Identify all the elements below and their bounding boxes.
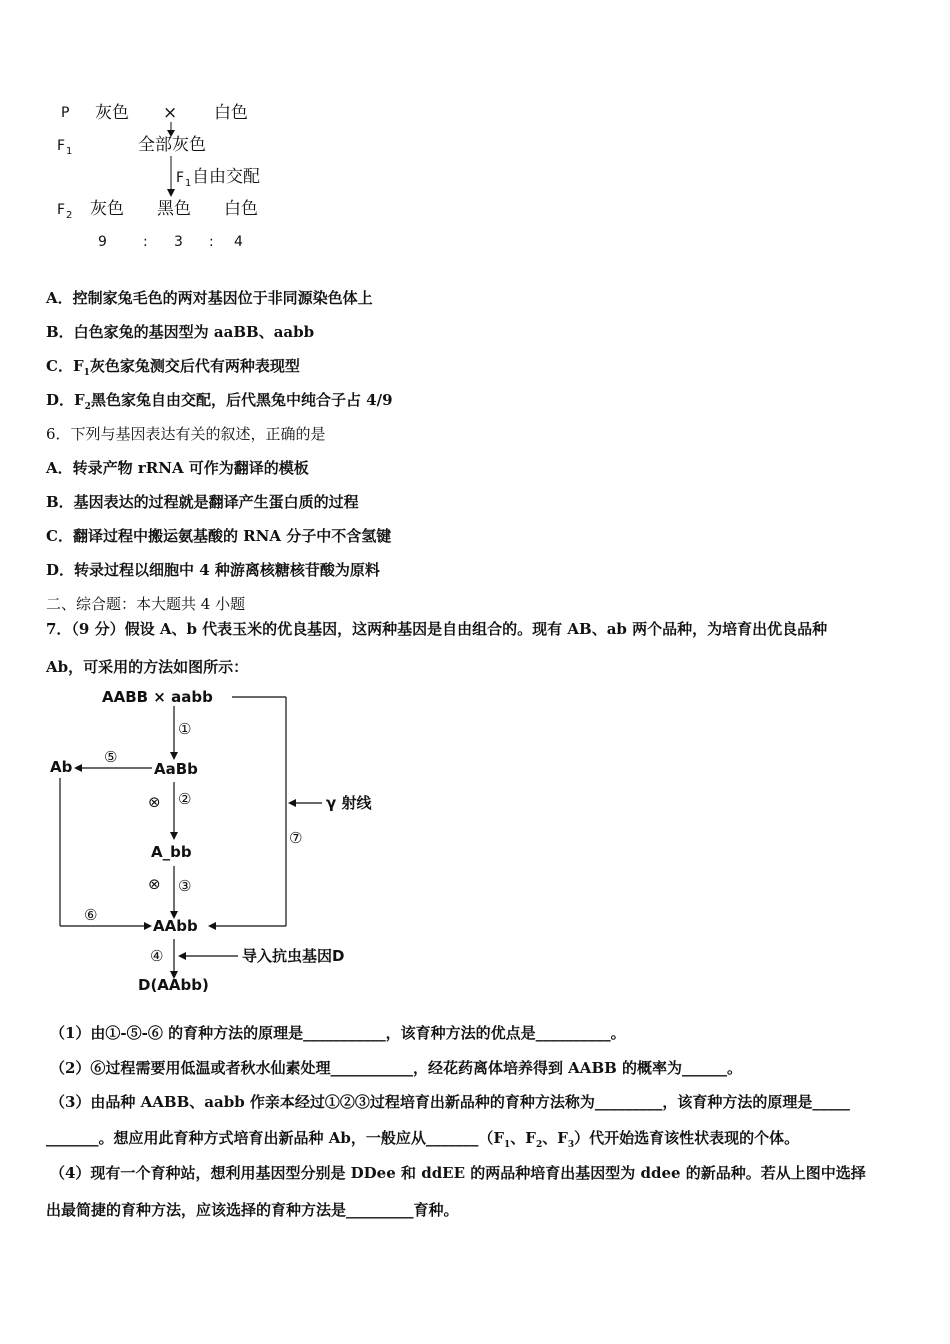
p-label: P [61,105,70,121]
q5-option-b: B．白色家兔的基因型为 aaBB、aabb [46,323,315,341]
gene-import-arrowhead [178,952,186,960]
q7-sub1: （1）由①-⑤-⑥ 的育种方法的原理是___________，该育种方法的优点是__________。 [50,1024,626,1042]
q7-sub3-line2-b: 、F [510,1129,536,1147]
arrowhead-step7 [208,922,216,930]
arrowhead-step2 [170,832,178,840]
parents-cross: AABB × aabb [102,688,213,706]
ratio-black: 3 [174,234,183,250]
self-cross-2: ⊗ [148,875,161,893]
q5-option-c [46,355,300,378]
arrow-label-text: 自由交配 [192,167,260,187]
q7-sub3-line1: （3）由品种 AABB、aabb 作亲本经过①②③过程培育出新品种的育种方法称为_________，该育种方法的原理是_____ [50,1093,850,1111]
ratio-white: 4 [234,234,243,250]
step6-label: ⑥ [84,906,98,924]
q6-option-b: B．基因表达的过程就是翻译产生蛋白质的过程 [46,493,359,511]
f2-label-sub: 2 [66,210,73,221]
arrowhead-step1 [170,752,178,760]
q7-sub2: （2）⑥过程需要用低温或者秋水仙素处理___________，经花药离体培养得到 AABB 的概率为______。 [50,1059,743,1077]
a-bb-genotype: A_bb [151,843,192,861]
step5-label: ⑤ [104,748,118,766]
cross-sign: × [163,103,178,123]
p-right-phenotype: 白色 [214,103,248,123]
q5-option-c-text: 灰色家兔测交后代有两种表现型 [89,357,300,375]
f2-label: F [57,202,66,218]
q7-sub3-line2-a: _______。想应用此育种方式培育出新品种 Ab，一般应从_______（F [46,1129,505,1147]
q7-sub3-sub2: 2 [535,1140,543,1150]
f2-phenotype-gray: 灰色 [90,199,124,219]
f2-phenotype-white: 白色 [224,199,258,219]
p-left-phenotype: 灰色 [95,103,129,123]
q6-stem: 6．下列与基因表达有关的叙述，正确的是 [46,425,326,443]
q5-option-d-prefix: D．F [46,391,85,409]
step4-label: ④ [150,947,164,965]
section-heading: 二、综合题：本大题共 4 小题 [46,595,246,613]
q7-stem-line1: 7．（9 分）假设 A、b 代表玉米的优良基因，这两种基因是自由组合的。现有 AB、ab 两个品种，为培育出优良品种 [46,620,828,638]
f1-to-f2-arrowhead [167,189,175,197]
q7-sub3-sub3: 3 [567,1140,575,1150]
step3-label: ③ [178,877,192,895]
q6-option-c: C．翻译过程中搬运氨基酸的 RNA 分子中不含氢键 [46,527,392,545]
arrowhead-step5 [74,764,82,772]
gene-import-label: 导入抗虫基因D [242,947,345,965]
arrow-label-f: F [176,170,185,186]
final-result: D(AAbb) [138,976,209,994]
q7-sub3-line2-c: 、F [542,1129,568,1147]
q7-sub4-line1: （4）现有一个育种站，想利用基因型分别是 DDee 和 ddEE 的两品种培育出基因型为 ddee 的新品种。若从上图中选择 [50,1164,866,1182]
step2-label: ② [178,790,192,808]
gamma-arrowhead [288,799,296,807]
cross-diagram [0,0,300,270]
q6-option-a: A．转录产物 rRNA 可作为翻译的模板 [46,459,309,477]
q5-option-c-prefix: C．F [46,357,84,375]
q5-option-d [46,389,393,412]
q7-sub3-sub1: 1 [504,1140,511,1150]
f1-genotype: AaBb [154,760,198,778]
aabb-final-genotype: AAbb [153,917,198,935]
q5-option-d-text: 黑色家兔自由交配，后代黑兔中纯合子占 4/9 [90,391,393,409]
f1-result: 全部灰色 [138,135,206,155]
gamma-label: γ 射线 [326,794,372,812]
q7-sub4-line2: 出最简捷的育种方法，应该选择的育种方法是_________育种。 [46,1201,459,1219]
ratio-sep-2: : [209,234,214,250]
step1-label: ① [178,720,192,738]
q5-option-c-sub: 1 [83,368,90,378]
q7-sub3-line2-d: ）代开始选育该性状表现的个体。 [574,1129,800,1147]
step7-label: ⑦ [289,829,303,847]
ratio-gray: 9 [98,234,107,250]
f2-phenotype-black: 黑色 [157,199,191,219]
breeding-diagram [40,680,440,1000]
q7-sub3-line2 [46,1127,799,1150]
q5-option-a: A．控制家兔毛色的两对基因位于非同源染色体上 [46,289,373,307]
q7-stem-line2: Ab，可采用的方法如图所示： [46,658,249,676]
f1-label: F [57,138,66,154]
ratio-sep-1: : [143,234,148,250]
haploid-ab: Ab [50,758,73,776]
f1-label-sub: 1 [66,146,73,157]
arrowhead-step6 [144,922,152,930]
arrow-label-sub: 1 [185,178,192,189]
self-cross-1: ⊗ [148,793,161,811]
q6-option-d: D．转录过程以细胞中 4 种游离核糖核苷酸为原料 [46,561,380,579]
q5-option-d-sub: 2 [84,402,91,412]
